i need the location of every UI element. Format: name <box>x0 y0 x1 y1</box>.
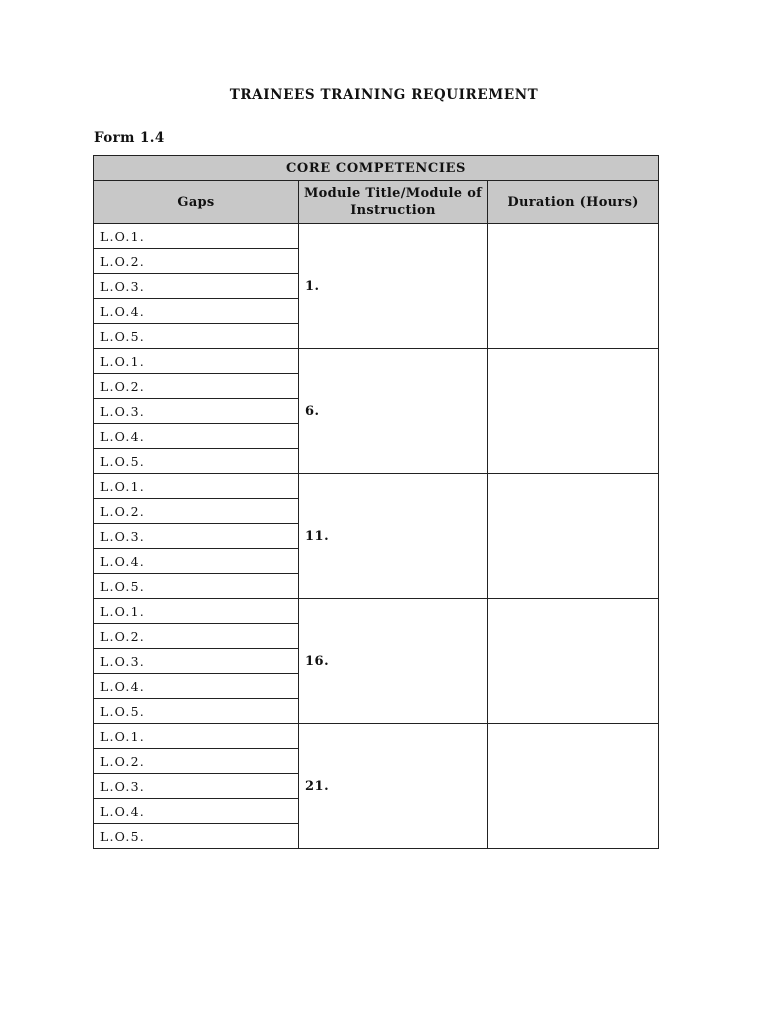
column-header-module-title: Module Title/Module of Instruction <box>299 181 488 224</box>
table-row <box>94 224 659 249</box>
gap-cell: L.O.5. <box>94 574 299 599</box>
gap-cell: L.O.2. <box>94 374 299 399</box>
gap-cell: L.O.1. <box>94 599 299 624</box>
gap-cell: L.O.2. <box>94 249 299 274</box>
section-header-core-competencies: CORE COMPETENCIES <box>94 156 659 181</box>
gap-cell: L.O.1. <box>94 474 299 499</box>
document-title: TRAINEES TRAINING REQUIREMENT <box>229 87 539 103</box>
gap-cell: L.O.5. <box>94 824 299 849</box>
table-row <box>94 474 659 499</box>
gap-cell: L.O.4. <box>94 424 299 449</box>
gap-cell: L.O.4. <box>94 299 299 324</box>
duration-cell <box>488 599 659 724</box>
gap-cell: L.O.4. <box>94 674 299 699</box>
gap-cell: L.O.1. <box>94 724 299 749</box>
module-title-cell: 21. <box>299 724 488 849</box>
module-title-cell: 1. <box>299 224 488 349</box>
duration-cell <box>488 349 659 474</box>
gap-cell: L.O.5. <box>94 449 299 474</box>
table-row <box>94 724 659 749</box>
column-header-duration: Duration (Hours) <box>488 181 659 224</box>
gap-cell: L.O.1. <box>94 349 299 374</box>
gap-cell: L.O.3. <box>94 274 299 299</box>
gap-cell: L.O.3. <box>94 774 299 799</box>
table-body <box>94 224 659 849</box>
gap-cell: L.O.3. <box>94 524 299 549</box>
gap-cell: L.O.1. <box>94 224 299 249</box>
module-title-cell: 11. <box>299 474 488 599</box>
gap-cell: L.O.4. <box>94 549 299 574</box>
training-requirement-table <box>93 155 659 849</box>
duration-cell <box>488 724 659 849</box>
gap-cell: L.O.2. <box>94 624 299 649</box>
gap-cell: L.O.5. <box>94 699 299 724</box>
table-row <box>94 599 659 624</box>
table-row <box>94 349 659 374</box>
gap-cell: L.O.3. <box>94 399 299 424</box>
duration-cell <box>488 224 659 349</box>
module-title-cell: 16. <box>299 599 488 724</box>
gap-cell: L.O.4. <box>94 799 299 824</box>
duration-cell <box>488 474 659 599</box>
gap-cell: L.O.2. <box>94 749 299 774</box>
column-header-gaps: Gaps <box>94 181 299 224</box>
gap-cell: L.O.2. <box>94 499 299 524</box>
module-title-cell: 6. <box>299 349 488 474</box>
gap-cell: L.O.5. <box>94 324 299 349</box>
gap-cell: L.O.3. <box>94 649 299 674</box>
form-number-label: Form 1.4 <box>94 130 165 146</box>
